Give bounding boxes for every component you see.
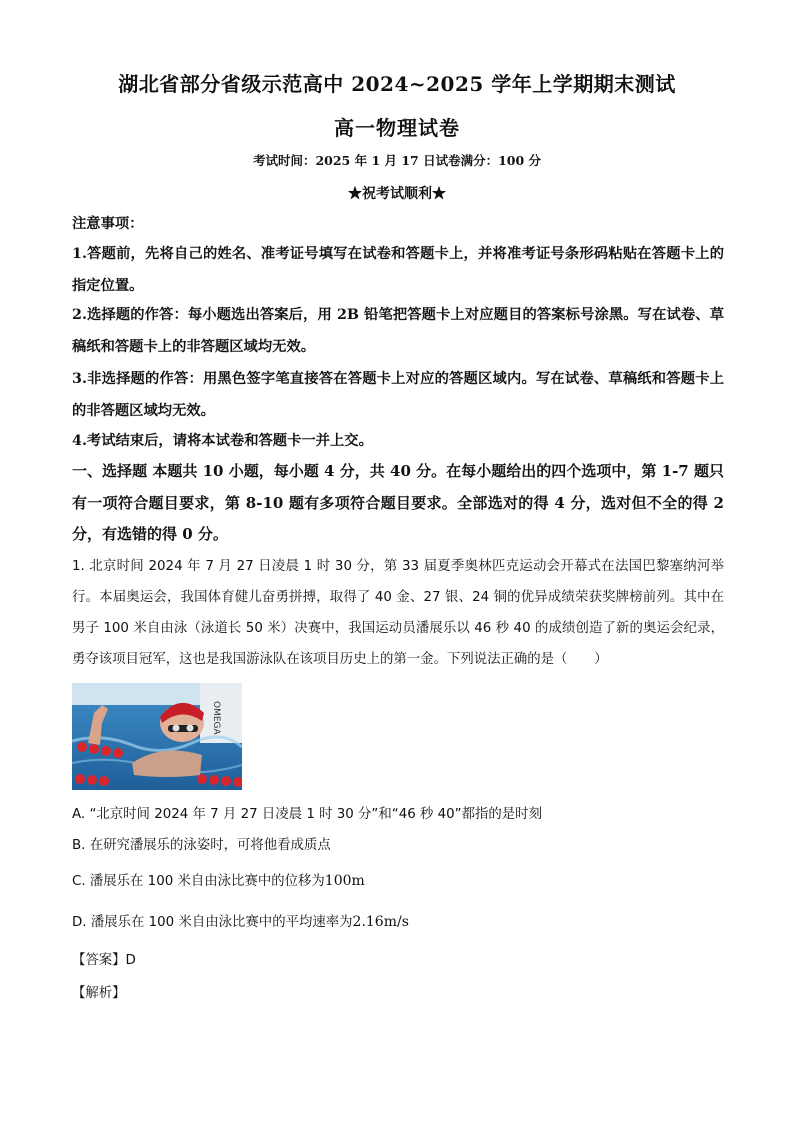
- exam-meta: 考试时间：2025 年 1 月 17 日试卷满分：100 分: [252, 153, 542, 168]
- option-d: [72, 912, 409, 933]
- blessing-line: ★祝考试顺利★: [348, 186, 446, 202]
- option-c-value: 100m: [324, 873, 365, 889]
- exam-title: 湖北省部分省级示范高中 2024~2025 学年上学期期末测试: [118, 72, 676, 96]
- notice-item-2: 2.选择题的作答：每小题选出答案后，用 2B 铅笔把答题卡上对应题目的答案标号涂黑。写在试卷、草稿纸和答题卡上的非答题区域均无效。: [72, 307, 724, 355]
- question-1-stem: 1. 北京时间 2024 年 7 月 27 日凌晨 1 时 30 分，第 33 届夏季奥林匹克运动会开幕式在法国巴黎塞纳河举行。本届奥运会，我国体育健儿奋勇拼搏，取得了 40 金、27 银、24 铜的优异成绩荣获奖牌榜前列。其中在男子 100 米自由泳（泳道长 50 米）决赛中，我国运动员潘展乐以 46 秒 40 的成绩创造了新的奥运会纪录，勇夺该项目冠军，这也是我国游泳队在该项目历史上的第一金。下列说法正确的是（ ）: [72, 559, 724, 667]
- option-d-text: D. 潘展乐在 100 米自由泳比赛中的平均速率为: [72, 915, 353, 930]
- option-a: A. “北京时间 2024 年 7 月 27 日凌晨 1 时 30 分”和“46 秒 40”都指的是时刻: [72, 807, 542, 822]
- option-d-value: 2.16m/s: [352, 914, 409, 930]
- exam-subtitle: 高一物理试卷: [334, 116, 460, 140]
- option-b: B. 在研究潘展乐的泳姿时，可将他看成质点: [72, 838, 331, 853]
- explanation-heading: 【解析】: [72, 986, 126, 1001]
- option-c-text: C. 潘展乐在 100 米自由泳比赛中的位移为: [72, 874, 325, 889]
- photo-sign-text: OMEGA: [211, 701, 221, 735]
- notice-item-3: 3.非选择题的作答：用黑色签字笔直接答在答题卡上对应的答题区域内。写在试卷、草稿纸和答题卡上的非答题区域均无效。: [72, 371, 724, 419]
- option-c: [72, 871, 365, 892]
- notice-item-4: 4.考试结束后，请将本试卷和答题卡一并上交。: [72, 433, 373, 449]
- section-instructions: 一、选择题 本题共 10 小题，每小题 4 分，共 40 分。在每小题给出的四个选项中，第 1-7 题只有一项符合题目要求，第 8-10 题有多项符合题目要求。全部选对的得 4 分，选对但不全的得 2 分，有选错的得 0 分。: [72, 462, 724, 543]
- swimmer-photo: [72, 683, 242, 790]
- answer-line: 【答案】D: [72, 953, 136, 968]
- notice-item-1: 1.答题前，先将自己的姓名、准考证号填写在试卷和答题卡上，并将准考证号条形码粘贴在答题卡上的指定位置。: [72, 246, 724, 294]
- notice-heading: 注意事项：: [72, 216, 144, 232]
